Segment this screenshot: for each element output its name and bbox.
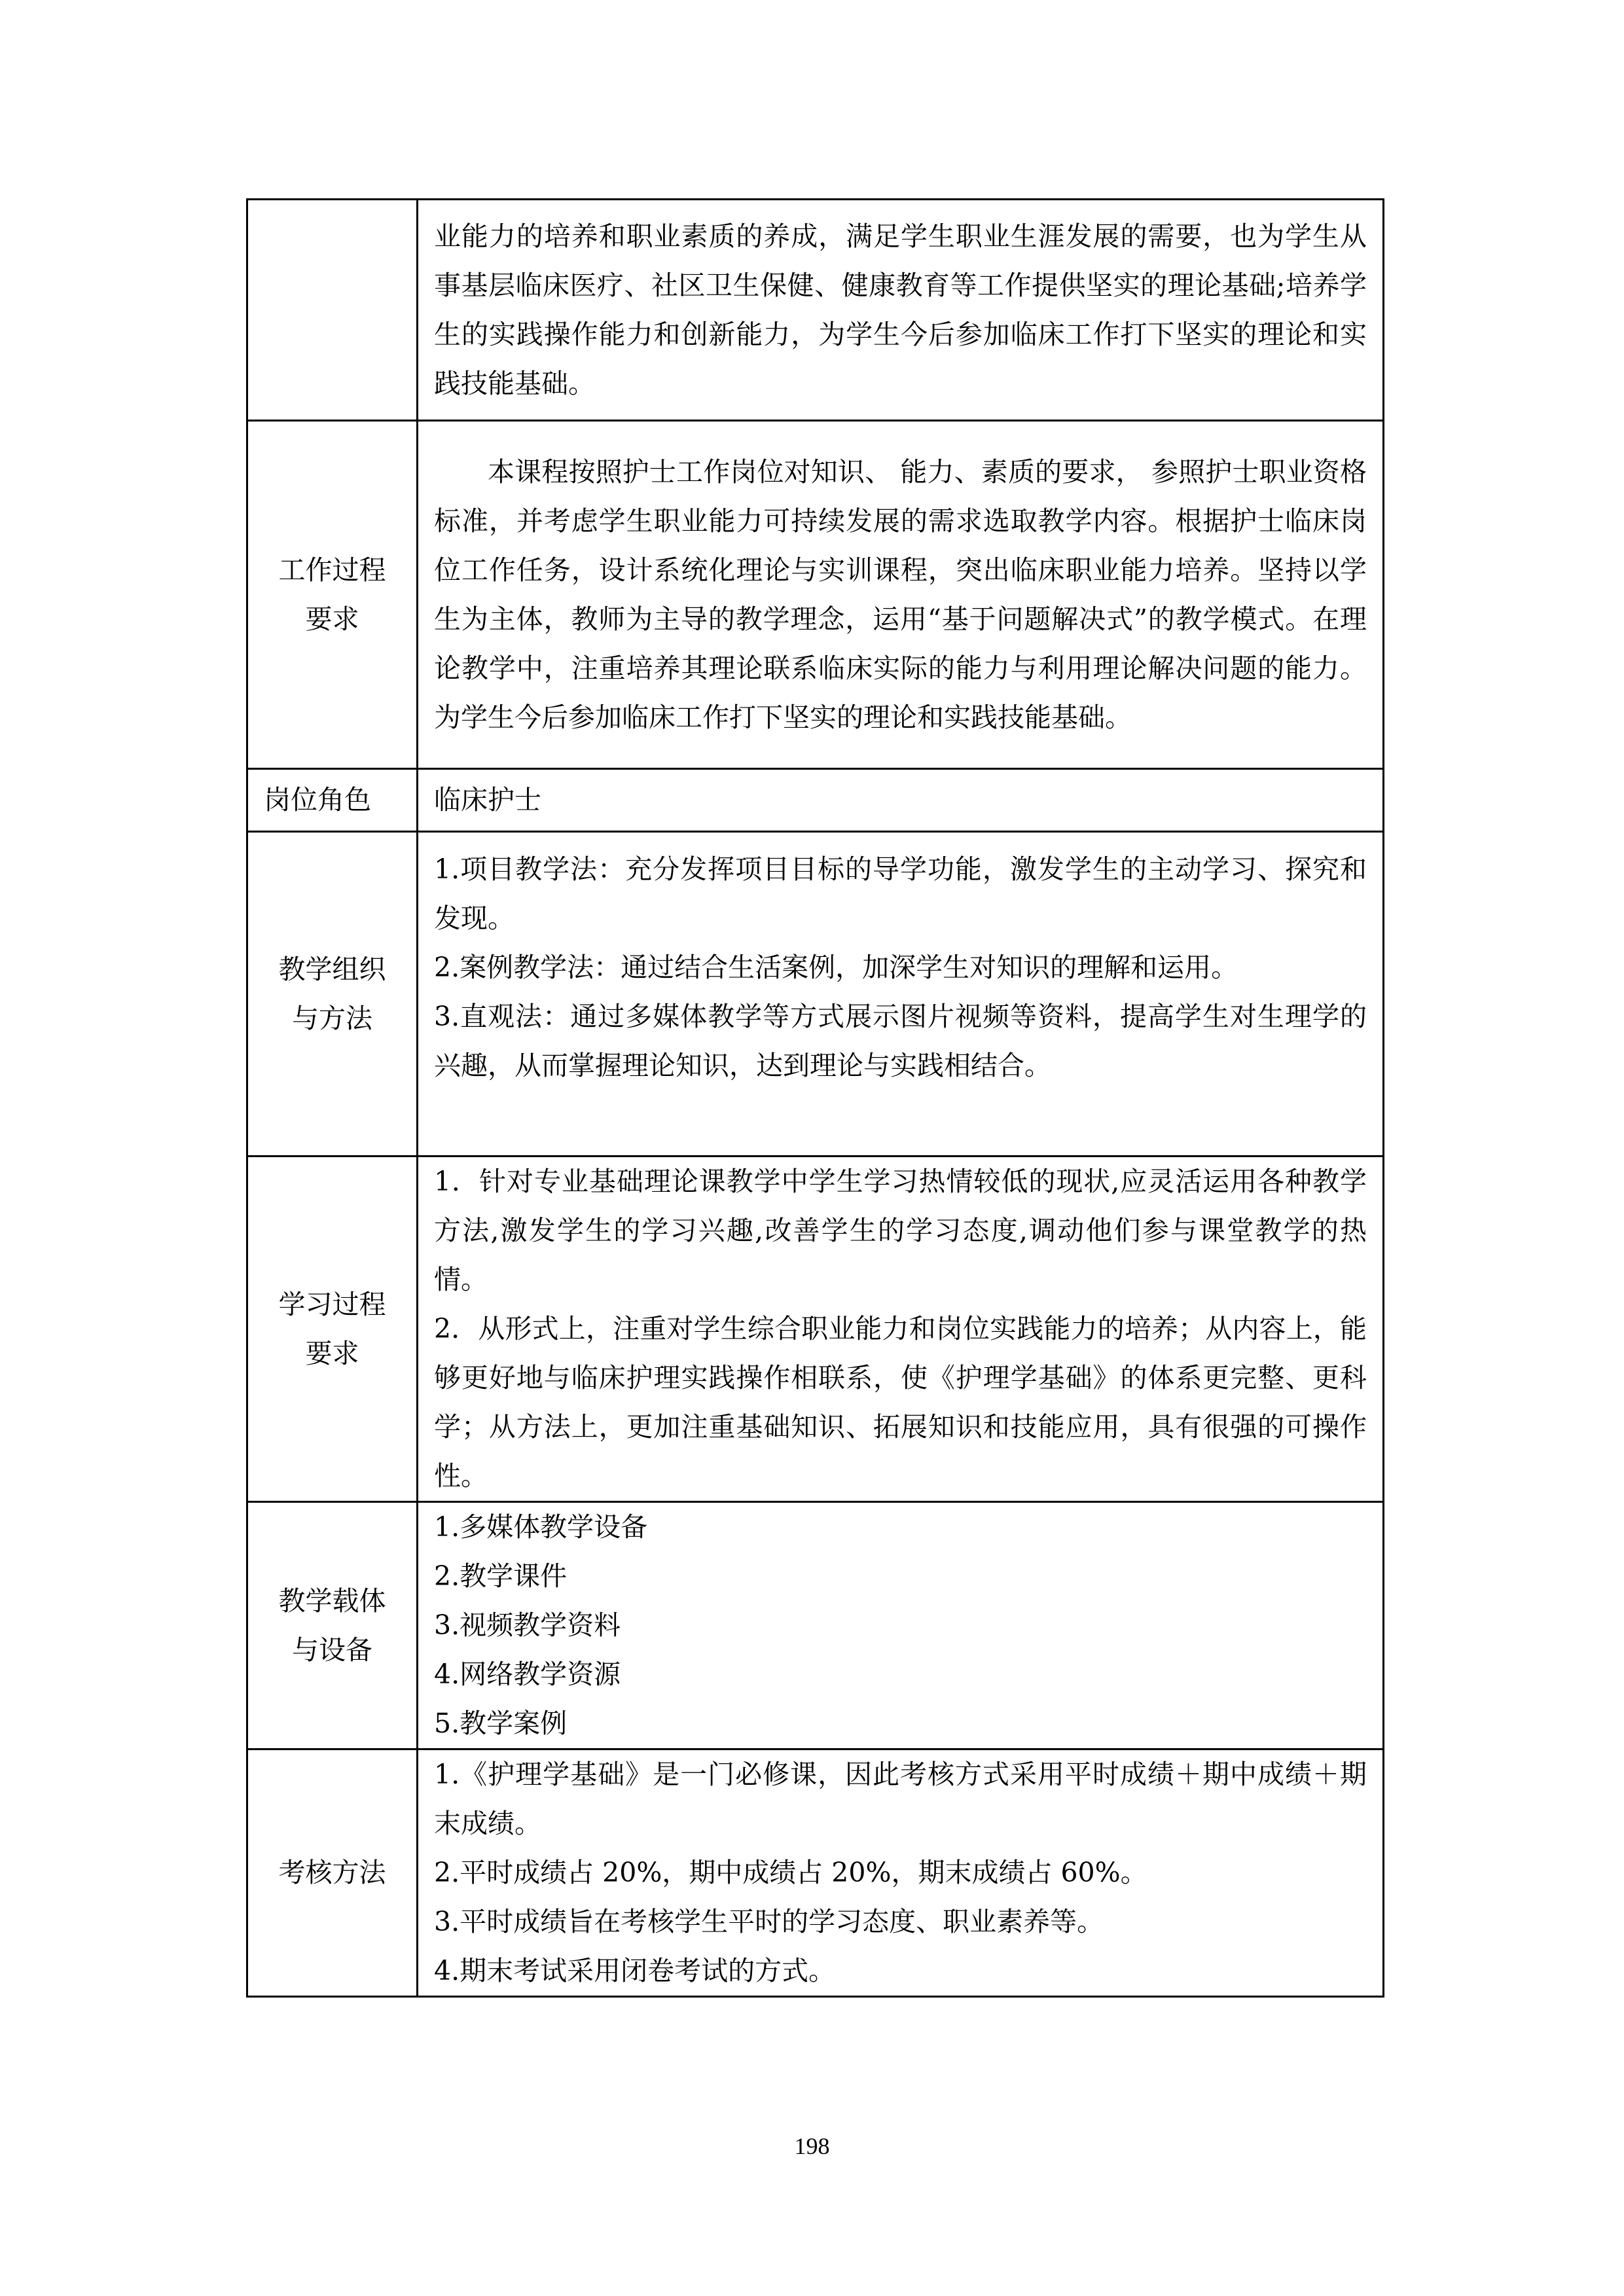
label-line: 学习过程 [278, 1288, 386, 1320]
label-line: 与设备 [292, 1634, 372, 1666]
label-line: 教学组织 [278, 953, 386, 985]
list-item: 4.网络教学资源 [434, 1659, 621, 1690]
page-number: 198 [794, 2133, 830, 2159]
table-row [247, 1502, 1384, 1749]
label-line: 要求 [305, 603, 359, 635]
row-label-assessment: 考核方法 [247, 1749, 418, 1997]
table-row [247, 1157, 1384, 1502]
paragraph: 业能力的培养和职业素质的养成，满足学生职业生涯发展的需要，也为学生从事基层临床医疗、社区卫生保健、健康教育等工作提供坚实的理论基础;培养学生的实践操作能力和创新能力，为学生今后参加临床工作打下坚实的理论和实践技能基础。 [434, 220, 1367, 399]
table-row [247, 1749, 1384, 1997]
list-item: 2.案例教学法：通过结合生活案例，加深学生对知识的理解和运用。 [434, 952, 1238, 983]
row-content-equipment [418, 1502, 1384, 1749]
list-item: 3.平时成绩旨在考核学生平时的学习态度、职业素养等。 [434, 1906, 1104, 1937]
row-content-teaching-method [418, 832, 1384, 1157]
course-info-table [246, 198, 1384, 1998]
label-line: 教学载体 [278, 1585, 386, 1617]
row-content-role [418, 769, 1384, 832]
row-content-work-process [418, 421, 1384, 769]
row-label-empty [247, 200, 418, 421]
table-row [247, 421, 1384, 769]
table-row [247, 832, 1384, 1157]
list-item: 5.教学案例 [434, 1708, 568, 1739]
list-item: 3.直观法：通过多媒体教学等方式展示图片视频等资料，提高学生对生理学的兴趣，从而掌握理论知识，达到理论与实践相结合。 [434, 1001, 1367, 1081]
list-item: 2．从形式上，注重对学生综合职业能力和岗位实践能力的培养；从内容上，能够更好地与临床护理实践操作相联系，使《护理学基础》的体系更完整、更科学；从方法上，更加注重基础知识、拓展知识和技能应用，具有很强的可操作性。 [434, 1313, 1367, 1492]
row-label-equipment [247, 1502, 418, 1749]
row-label-work-process [247, 421, 418, 769]
list-item: 1.《护理学基础》是一门必修课，因此考核方式采用平时成绩＋期中成绩＋期末成绩。 [434, 1759, 1367, 1839]
row-label-learning-process [247, 1157, 418, 1502]
table-row [247, 200, 1384, 421]
label-line: 与方法 [292, 1002, 372, 1034]
table-row [247, 769, 1384, 832]
list-item: 2.平时成绩占 20%，期中成绩占 20%，期末成绩占 60%。 [434, 1857, 1147, 1888]
row-content-assessment [418, 1749, 1384, 1997]
list-item: 2.教学课件 [434, 1560, 568, 1592]
list-item: 3.视频教学资料 [434, 1609, 621, 1641]
list-item: 1.项目教学法：充分发挥项目目标的导学功能，激发学生的主动学习、探究和发现。 [434, 853, 1367, 934]
list-item: 1．针对专业基础理论课教学中学生学习热情较低的现状,应灵活运用各种教学方法,激发学生的学习兴趣,改善学生的学习态度,调动他们参与课堂教学的热情。 [434, 1166, 1367, 1295]
label-line: 工作过程 [278, 554, 386, 586]
row-label-role: 岗位角色 [247, 769, 418, 832]
row-label-teaching-method [247, 832, 418, 1157]
label-line: 要求 [305, 1337, 359, 1369]
row-content-learning-process [418, 1157, 1384, 1502]
paragraph: 临床护士 [434, 784, 541, 816]
list-item: 1.多媒体教学设备 [434, 1511, 648, 1543]
list-item: 4.期末考试采用闭卷考试的方式。 [434, 1955, 836, 1986]
row-content-continuation [418, 200, 1384, 421]
paragraph: 本课程按照护士工作岗位对知识、 能力、素质的要求， 参照护士职业资格标准，并考虑学生职业能力可持续发展的需求选取教学内容。根据护士临床岗位工作任务，设计系统化理论与实训课程，突出临床职业能力培养。坚持以学生为主体，教师为主导的教学理念，运用“基于问题解决式”的教学模式。在理论教学中，注重培养其理论联系临床实际的能力与利用理论解决问题的能力。为学生今后参加临床工作打下坚实的理论和实践技能基础。 [434, 456, 1367, 733]
